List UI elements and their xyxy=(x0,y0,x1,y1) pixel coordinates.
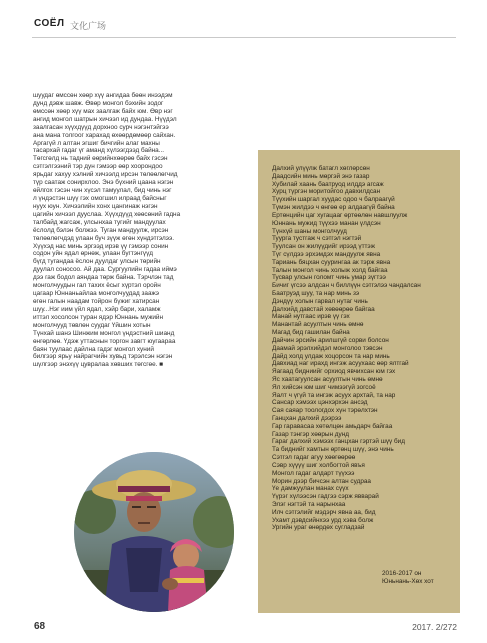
signature-place: Юньнань-Хөх хот xyxy=(382,578,434,585)
issue-number: 2017. 2/272 xyxy=(412,622,457,632)
poem-box xyxy=(258,150,460,613)
poem-text: Далхий улүүлж батагл хөглөрсөн Даадсийн минь мөргэй энэ газар Хубилай хаань баатруод илддэ агсаж Хурц түргэн моритойгоо давхилдсан Түүхийн шаргал хуудас одоо ч балраагүй Түмэн жилдээ ч өнгөө ер алдаагүй байна Ертөнцийн цаг хугацааг өртөөлөн навшлуулж Юннань мужид түүхээ манан үлдсэн Түнхүй шаны монголчууд Туурга тустгаж ч сэтгэл нэгтэй Туулсан он жилүүдийг ирээд үттэж Түг сүлдээ эрхэмдэх мандуулж явна Тариань бяцхан суурингаа ак тэрж явна Талын монгол чинь холыж холд байгаа Тусвар улсын голомт чинь умар зүгтээ Бичиг үгсээ алдсан ч биллүүн сэтгэлээ чандалсан Баатруэд шуу, та нар минь зэ Дэндүү холын гарвал нутаг чинь Далхийд давстай хөвөөрөө байгаа Манай нутгаас ирэв үү гэх Манантай асуултын чинь өмнө Магад бид гашилан байна Дайчин эрсийн арилшгүй сорви болсон Даамай эрэлхийдэл монголоо тэвсэн Дайд холд улдаж хоцорсон та нар минь Давхиад наг ирахд ингэж асуухаас өөр ялтгай Яагаад бидниийг орхиод явчихсан юм гэх Яс хаатагуулсан асуултын чинь өмнө Ял хийсэн юм шиг чимээгүй зогсоё Яалт ч үгүй та ингэж асуух архтай, та нар Сансар хэмээх цэнхэрхэн ансэд Сая саяар тоологдох хүн тэрөлхтэн Ганцхан далхий дээрээ Гар гаравасаа хөтөлцөн амьдарч байгаа Газар тэнгэр хөөрын дунд Гараг далхий хэмээх ганцхан гэртэй шүү бид Та биднийг хамтын өртөнц шүү, энэ чинь Сэтгэл гадаг агуу хөөгөөрөө Сэвр хүүүү шиг холбогтой явъя Монгол гадаг алдарт түүхээ Морин дээр бичсэн алтан судраа Үе дамжуулан манах сүүх Үүрэг хүлээсэн гадгээ сэрж явварай Элэг нэгтэй та нарынхаа Илч сэтгэлийг мэдэрч явна аа, бид Ухамт дэвдсийнхээ урд хэва болж Ургийн ураг өнөрдөх сугладзай xyxy=(272,165,421,532)
poem-signature xyxy=(382,570,457,586)
photo-illustration xyxy=(74,452,234,612)
page-number: 68 xyxy=(34,621,46,632)
section-title: СОЁЛ xyxy=(34,18,65,29)
header-divider xyxy=(32,37,456,38)
signature-date: 2016-2017 он xyxy=(382,570,422,577)
page-header xyxy=(34,18,457,32)
article-body: шуудаг өмссөн хөөр хүү ангидаа бөөн инээдэм дунд дэвж шавж. Өвөр монгол бэхийн зодог өмссөн хөөр хүү мах заалгаж байх юм. Өвр нэг ангид монгол шатрын хичээл ид дундаа. Нүүдэл заалгасан хүүхдүүд дорхноо сурч нэгэнтэйгээ ана мана толгоог харахад өхөөрдөмөөр сайхан. Аргагүй л алтан эгшиг бичгийн алаг махны тасархай гадаг үг аманд хүлээгдээд байна... Төгсгөлд нь тадний өөрийнхөөрөө байх гэсэн сэтгэлгээний тэр дун гэмээр өөр хоорондоо ярьдаг хахуу хэлний хичээлд ирсэн төлөөлөгчид түр саатаж сонирхлоо. Энэ бүхний цаана нэгэн өйлгох гэсэн чин хүсэл тамуулал, бид чинь нэг л үндэстэн шүү гэх омогшил илраад байсныг нуух юун. Хичээлийн хонх цангинаж нэгэн цагийн хичээл дууслаа. Хүүхдүүд хөөсөний гадна талбайд жагсаж, улсынхаа тугийг мандуулах ёслолд бэлэн болжээ. Туган мандуулж, ирсэн төлөөлөгчдэд улаан буч зүүж өгөн хүндэтгэлээ. Хүүхэд нас минь эргээд ирэв үү гэмээр сонин содон уйн ядал өрнөж, улаан бугтэнгүүд бүгд тугандаа ёслон дуулдаг улсын төрийн дуулал соносоо. Ай даа. Сургуулийн гадаа иймэ дээ гаж бодол аяндаа төрж байна. Тэрчлэн тад монголчуудын гал тахих ёсыг хүртэл оройн цагаар Юннаньайлаа монголчуудад заажэ өгөн галын наадам тойрон бүжиг хатирсан шуу...Нэг иим үйл ядал, хэйр бари, халамж иттэл хосолсон туран ядэр Юннань мужийн монголчууд төвлөн суудаг Үйшин хотын Түнхай шанэ Шинжим монгол үндэстний шианд өнгөрлөө. Үдэж уттаснын торгон завгт юугаараа баян туулаас дайлна гадэг монгол хуний билгээр ярьу найрагчийн хувьд тэрэлсэн нэгэн шүлгээр энэхүү цувралаа хөвших төгсгөе. ■ xyxy=(33,92,181,369)
woman-child-photo xyxy=(74,452,234,612)
section-subtitle: 文化广场 xyxy=(70,21,107,31)
